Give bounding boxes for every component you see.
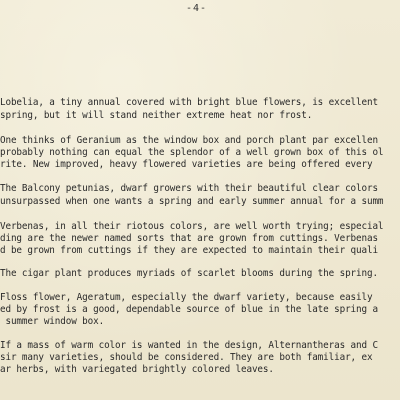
paragraph-verbenas-line-2: ding are the newer named sorts that are grown from cuttings. Verbenas bbox=[0, 233, 378, 244]
paragraph-cigar-plant-line-1: The cigar plant produces myriads of scarlet blooms during the spring. bbox=[0, 268, 378, 279]
paragraph-geranium-line-2: probably nothing can equal the splendor of a well grown box of this ol bbox=[0, 147, 384, 158]
paragraph-floss-flower-line-1: Floss flower, Ageratum, especially the dwarf variety, because easily bbox=[0, 292, 373, 303]
page-number: -4- bbox=[186, 3, 208, 14]
paragraph-verbenas-line-1: Verbenas, in all their riotous colors, are well worth trying; especial bbox=[0, 221, 384, 232]
paragraph-alternantheras-line-2: sir many varieties, should be considered. They are both familiar, ex bbox=[0, 352, 373, 363]
paragraph-petunias-line-1: The Balcony petunias, dwarf growers with their beautiful clear colors bbox=[0, 183, 378, 194]
paragraph-petunias-line-2: unsurpassed when one wants a spring and early summer annual for a summ bbox=[0, 196, 384, 207]
paragraph-verbenas-line-3: d be grown from cuttings if they are expected to maintain their quali bbox=[0, 245, 378, 256]
paragraph-alternantheras-line-1: If a mass of warm color is wanted in the design, Alternantheras and C bbox=[0, 340, 378, 351]
paragraph-geranium-line-1: One thinks of Geranium as the window box and porch plant par excellen bbox=[0, 135, 378, 146]
paragraph-floss-flower-line-3: summer window box. bbox=[0, 316, 105, 327]
paragraph-lobelia-line-1: Lobelia, a tiny annual covered with bright blue flowers, is excellent bbox=[0, 97, 378, 108]
paragraph-geranium-line-3: rite. New improved, heavy flowered varieties are being offered every bbox=[0, 159, 373, 170]
paragraph-lobelia-line-2: spring, but it will stand neither extreme heat nor frost. bbox=[0, 110, 313, 121]
paragraph-floss-flower-line-2: ed by frost is a good, dependable source of blue in the late spring a bbox=[0, 304, 378, 315]
paragraph-alternantheras-line-3: ar herbs, with variegated brightly colored leaves. bbox=[0, 364, 274, 375]
